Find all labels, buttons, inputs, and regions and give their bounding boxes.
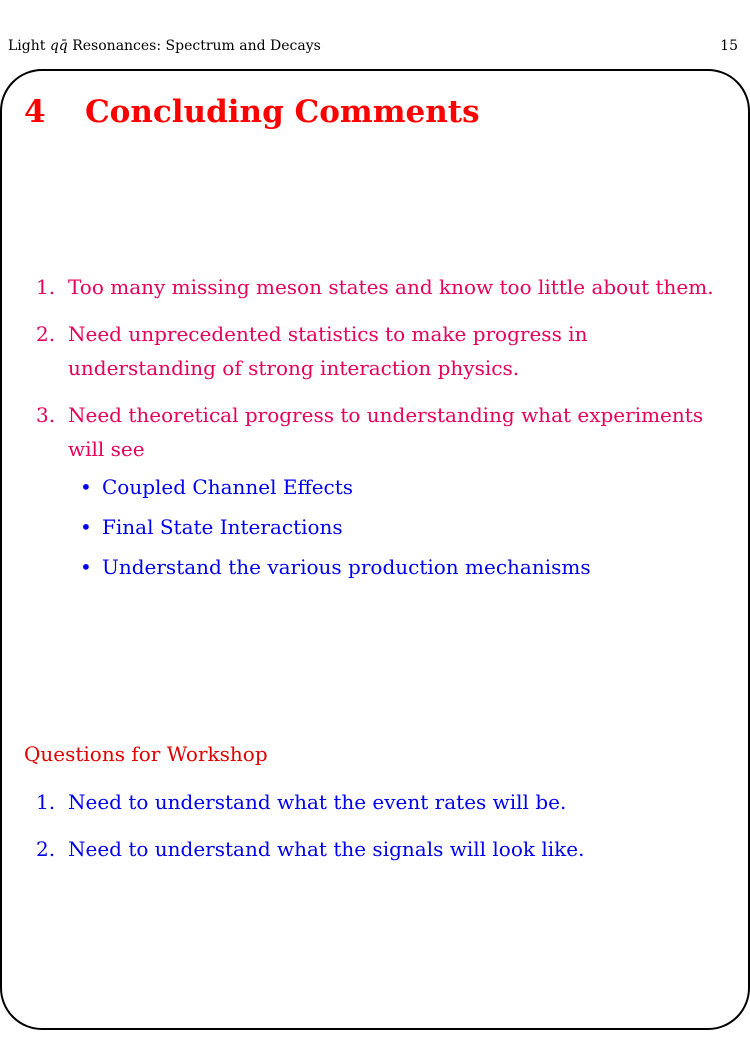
list-item [0, 785, 750, 819]
list-item [0, 270, 750, 304]
list-item [0, 317, 750, 385]
running-title-prefix: Light [8, 38, 50, 54]
running-title [8, 38, 321, 54]
bullet-icon: • [80, 515, 92, 539]
bullet-text: Coupled Channel Effects [102, 475, 354, 499]
list-item-number: 2. [36, 837, 56, 861]
concluding-comments-list [0, 270, 750, 597]
list-item [0, 398, 750, 584]
list-item-text: Need to understand what the event rates will be. [68, 790, 567, 814]
running-title-math: qq̄ [49, 38, 68, 54]
section-title [24, 94, 480, 130]
bullet-item [68, 470, 724, 504]
questions-list [0, 785, 750, 879]
list-item-number: 3. [36, 403, 56, 427]
bullet-text: Understand the various production mechanisms [102, 555, 591, 579]
section-number: 4 [24, 94, 46, 130]
bullet-item [68, 550, 724, 584]
list-item-number: 2. [36, 322, 56, 346]
bullet-text: Final State Interactions [102, 515, 343, 539]
questions-heading: Questions for Workshop [24, 742, 268, 766]
bullet-icon: • [80, 555, 92, 579]
page-number: 15 [720, 38, 738, 54]
bullet-item [68, 510, 724, 544]
list-item-number: 1. [36, 275, 56, 299]
list-item-text: Too many missing meson states and know too little about them. [68, 275, 714, 299]
bullet-icon: • [80, 475, 92, 499]
list-item [0, 832, 750, 866]
list-item-text: Need to understand what the signals will look like. [68, 837, 585, 861]
list-item-text: Need theoretical progress to understanding what experiments will see [68, 403, 704, 461]
list-item-text: Need unprecedented statistics to make progress in understanding of strong interaction physics. [68, 322, 588, 380]
running-title-suffix: Resonances: Spectrum and Decays [67, 38, 321, 54]
bullet-list [68, 470, 724, 584]
list-item-number: 1. [36, 790, 56, 814]
section-title-text: Concluding Comments [85, 94, 480, 130]
running-header [8, 38, 742, 58]
